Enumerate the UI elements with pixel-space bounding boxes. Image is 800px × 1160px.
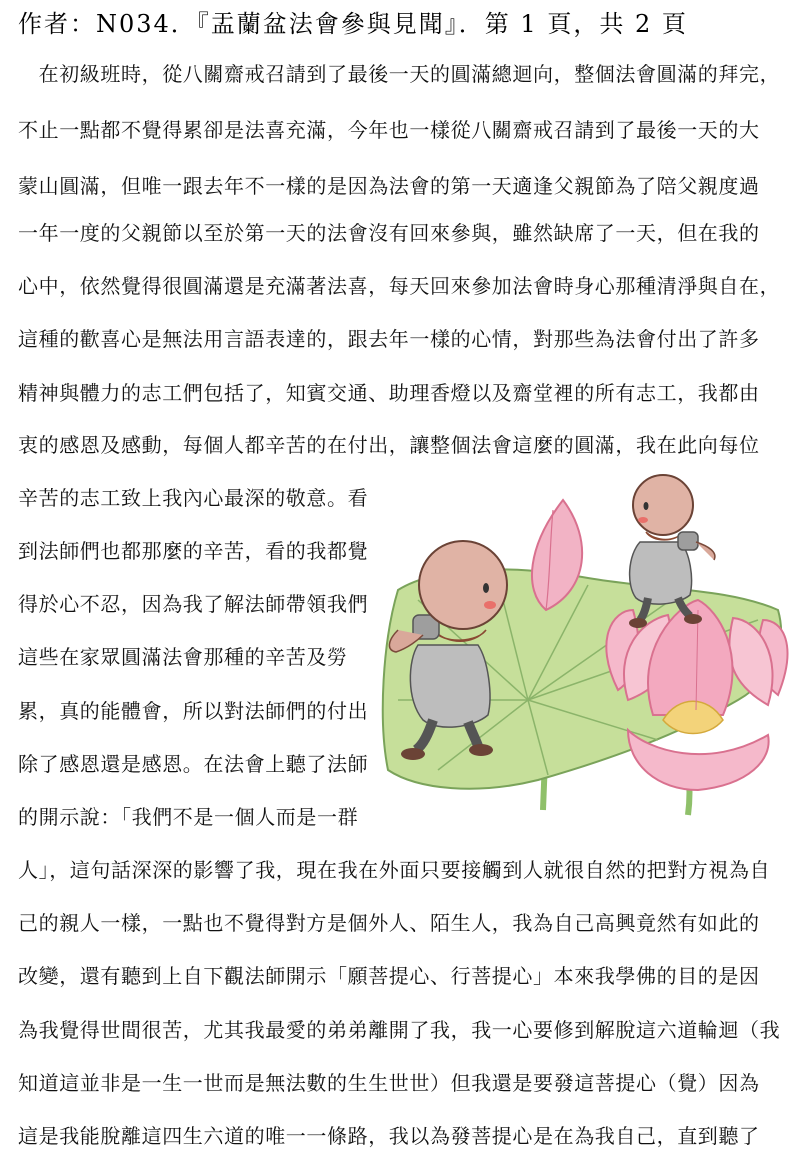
body-line: 知道這並非是一生一世而是無法數的生生世世）但我還是要發這菩提心（覺）因為 <box>18 1071 760 1095</box>
body-line: 在初級班時，從八關齋戒召請到了最後一天的圓滿總迴向，整個法會圓滿的拜完， <box>18 62 781 86</box>
body-line: 這是我能脫離這四生六道的唯一一條路，我以為發菩提心是在為我自己，直到聽了 <box>18 1124 760 1148</box>
body-line: 己的親人一樣，一點也不覺得對方是個外人、陌生人，我為自己高興竟然有如此的 <box>18 911 760 935</box>
body-line: 這些在家眾圓滿法會那種的辛苦及勞 <box>18 645 348 669</box>
body-line: 得於心不忍，因為我了解法師帶領我們 <box>18 592 369 616</box>
lotus-flower <box>606 600 787 790</box>
body-line: 蒙山圓滿，但唯一跟去年不一樣的是因為法會的第一天適逢父親節為了陪父親度過 <box>18 174 760 198</box>
body-line: 到法師們也都那麼的辛苦，看的我都覺 <box>18 539 369 563</box>
body-line: 精神與體力的志工們包括了，知賓交通、助理香燈以及齋堂裡的所有志工，我都由 <box>18 381 760 405</box>
body-line: 這種的歡喜心是無法用言語表達的，跟去年一樣的心情，對那些為法會付出了許多 <box>18 327 760 351</box>
body-line: 一年一度的父親節以至於第一天的法會沒有回來參與，雖然缺席了一天，但在我的 <box>18 221 760 245</box>
body-line: 的開示說：「我們不是一個人而是一群 <box>18 805 359 829</box>
body-line: 人」，這句話深深的影響了我，現在我在外面只要接觸到人就很自然的把對方視為自 <box>18 858 771 882</box>
body-line: 不止一點都不覺得累卻是法喜充滿，今年也一樣從八關齋戒召請到了最後一天的大 <box>18 118 760 142</box>
body-line: 改變，還有聽到上自下觀法師開示「願菩提心、行菩提心」本來我學佛的目的是因 <box>18 964 760 988</box>
body-line: 衷的感恩及感動，每個人都辛苦的在付出，讓整個法會這麼的圓滿，我在此向每位 <box>18 433 760 457</box>
body-line: 為我覺得世間很苦，尤其我最愛的弟弟離開了我，我一心要修到解脫這六道輪迴（我 <box>18 1018 781 1042</box>
body-line: 累，真的能體會，所以對法師們的付出 <box>18 699 369 723</box>
monks-lotus-illustration <box>378 470 798 820</box>
body-line: 心中，依然覺得很圓滿還是充滿著法喜，每天回來參加法會時身心那種清淨與自在， <box>18 274 781 298</box>
body-line: 辛苦的志工致上我內心最深的敬意。看 <box>18 486 369 510</box>
page-header: 作者：N034．『盂蘭盆法會參與見聞』．第 1 頁，共 2 頁 <box>18 10 688 38</box>
body-line: 除了感恩還是感恩。在法會上聽了法師 <box>18 752 369 776</box>
